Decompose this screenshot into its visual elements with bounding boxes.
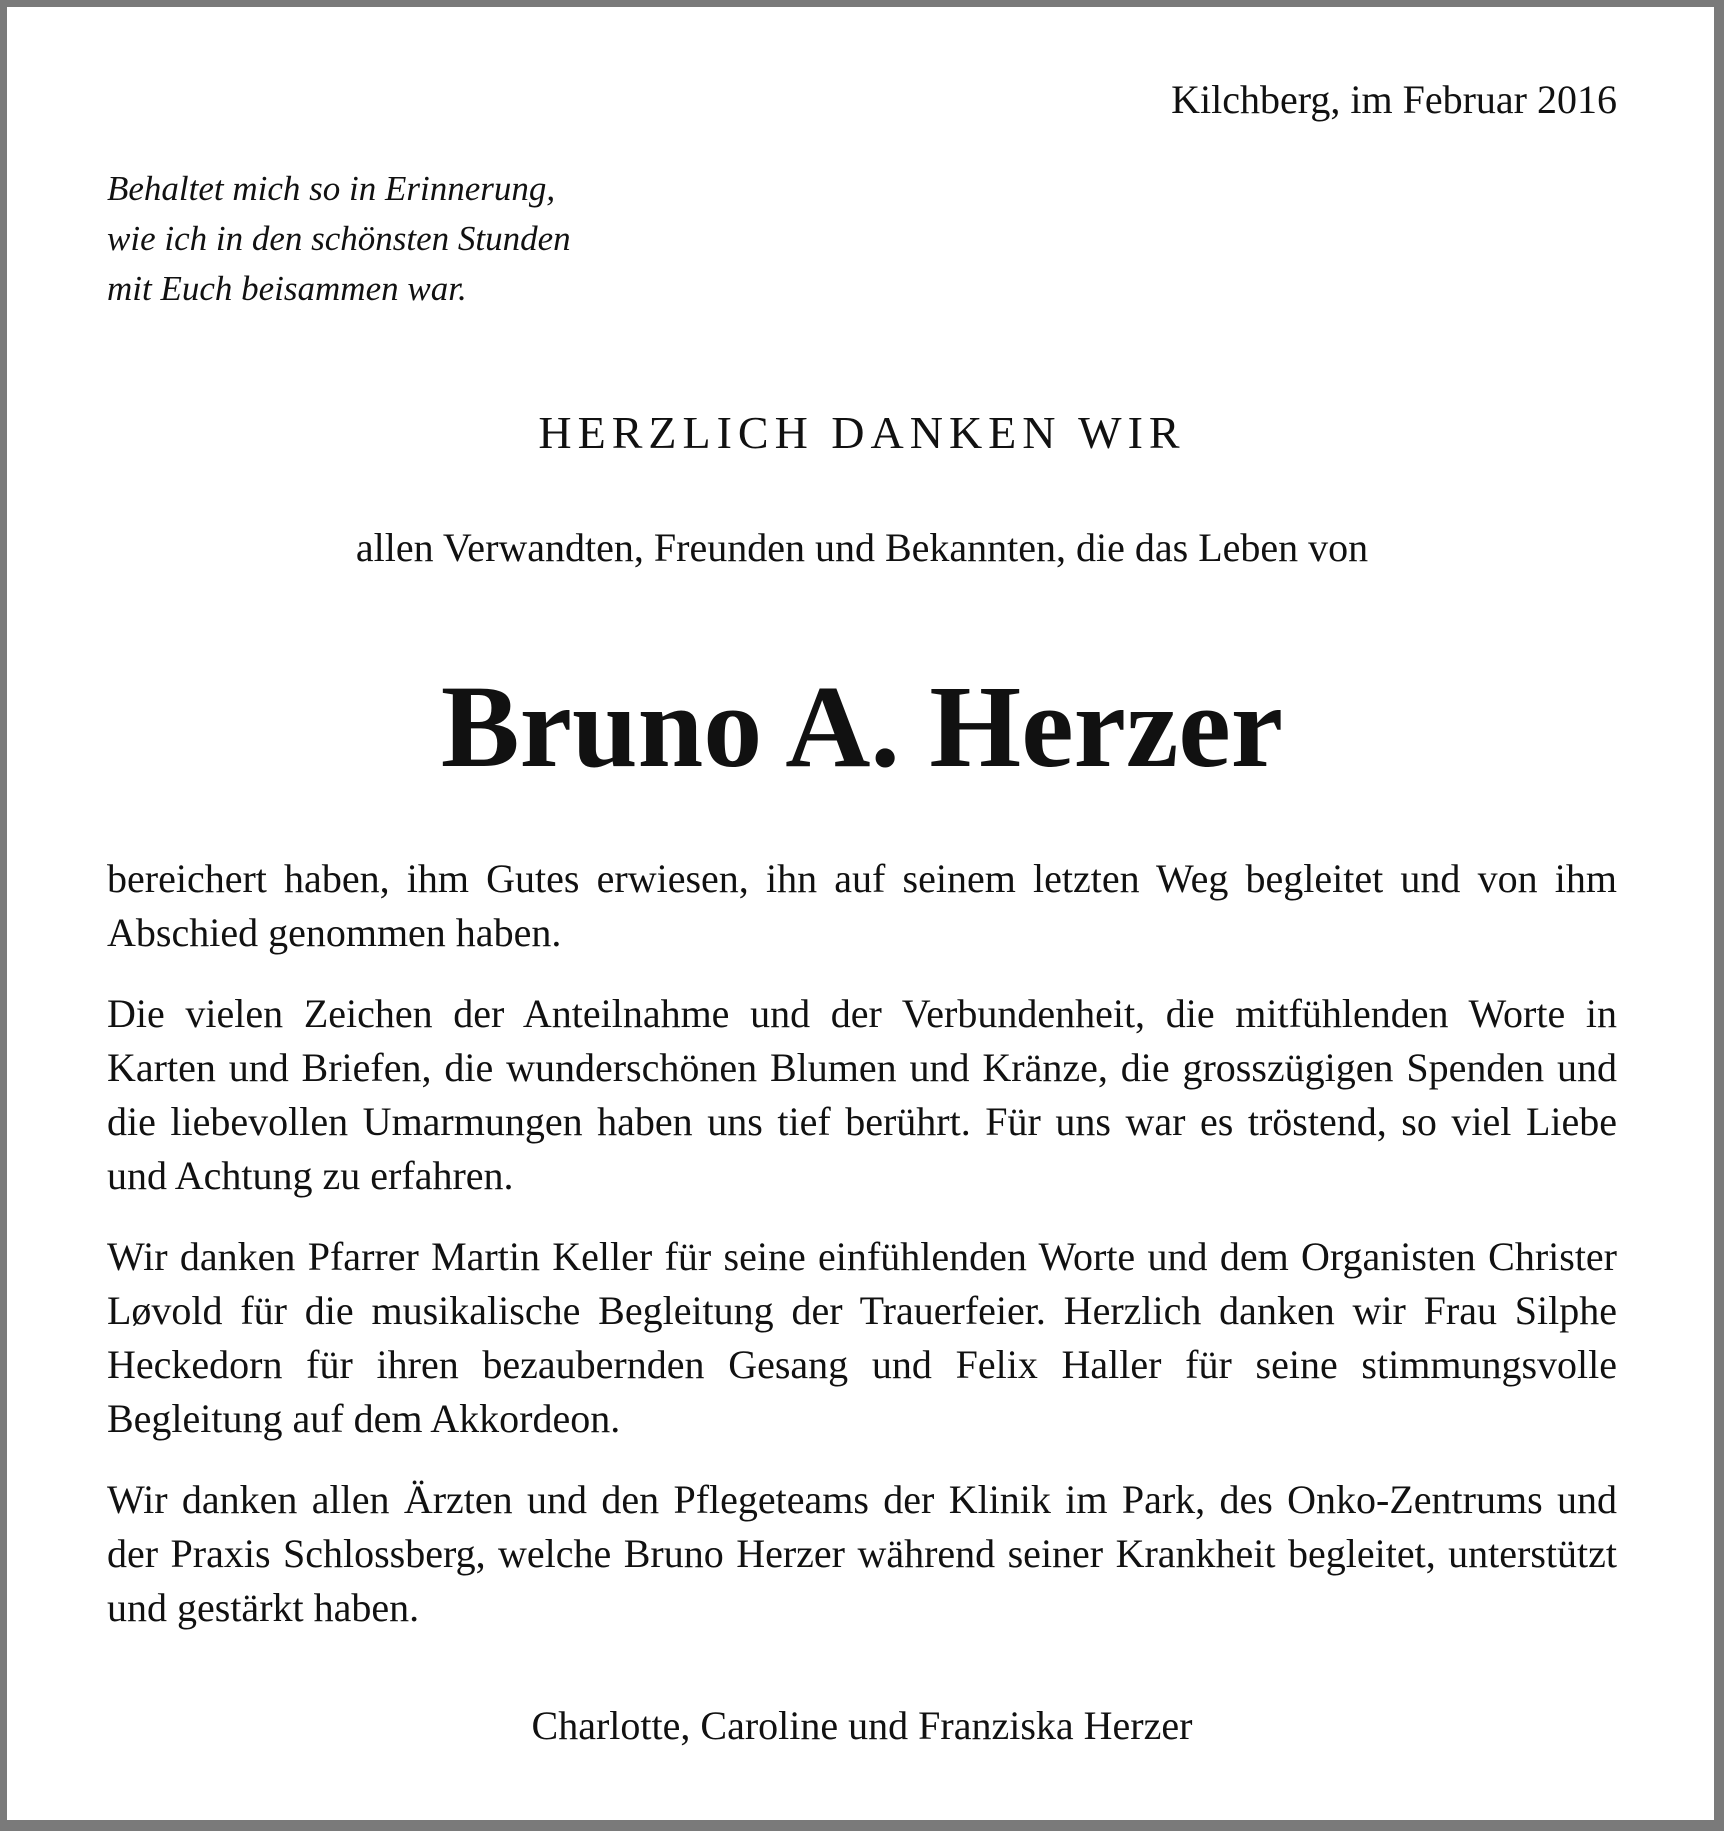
motto-quote — [107, 164, 571, 314]
intro-line: allen Verwandten, Freunden und Bekannten, die das Leben von — [355, 525, 1369, 570]
family-signature: Charlotte, Caroline und Franziska Herzer — [531, 1703, 1193, 1748]
motto-line: mit Euch beisammen war. — [107, 269, 467, 308]
motto-line: Behaltet mich so in Erinnerung, — [107, 169, 556, 208]
place-date: Kilchberg, im Februar 2016 — [1171, 77, 1617, 122]
body-paragraph: Wir danken allen Ärzten und den Pflegeteams der Klinik im Park, des Onko-Zentrums und der Praxis Schlossberg, welche Bruno Herzer während seiner Krankheit begleitet, unterstützt und gestärkt haben. — [107, 1477, 1617, 1630]
motto-line: wie ich in den schönsten Stunden — [107, 219, 571, 258]
body-paragraph: Wir danken Pfarrer Martin Keller für seine einfühlenden Worte und dem Organisten Christer Løvold für die musikalische Begleitung der Trauerfeier. Herzlich danken wir Frau Silphe Heckedorn für ihren bezaubernden Gesang und Felix Haller für seine stimmungsvolle Begleitung auf dem Akkordeon. — [107, 1234, 1617, 1441]
thanks-heading: HERZLICH DANKEN WIR — [538, 407, 1186, 458]
body-paragraph: Die vielen Zeichen der Anteilnahme und der Verbundenheit, die mitfühlenden Worte in Karten und Briefen, die wunderschönen Blumen und Kränze, die grosszügigen Spenden und die liebevollen Umarmungen haben uns tief berührt. Für uns war es tröstend, so viel Liebe und Achtung zu erfahren. — [107, 991, 1617, 1198]
body-text — [107, 852, 1617, 1662]
deceased-name: Bruno A. Herzer — [440, 661, 1284, 792]
body-paragraph: bereichert haben, ihm Gutes erwiesen, ihn auf seinem letzten Weg begleitet und von ihm Abschied genommen haben. — [107, 856, 1617, 955]
